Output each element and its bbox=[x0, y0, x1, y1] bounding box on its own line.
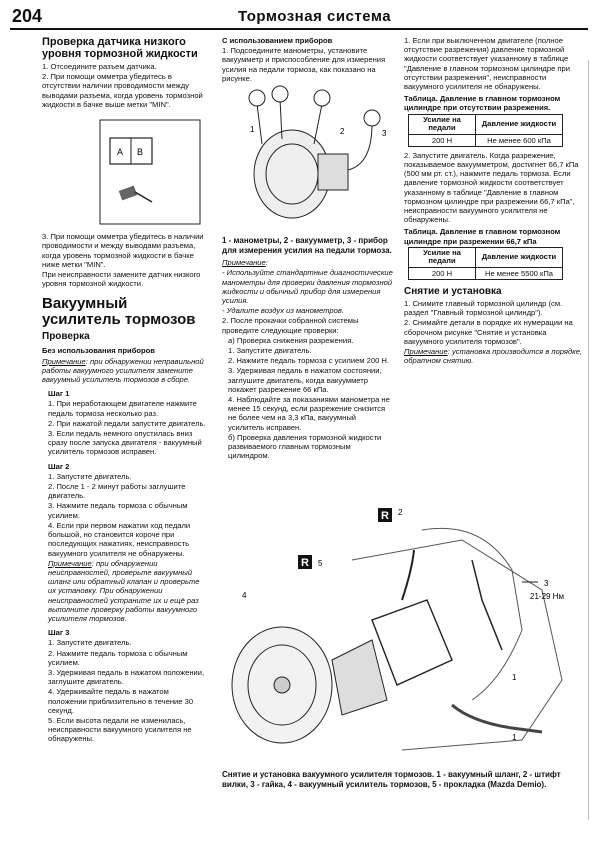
note-item: - Используйте стандартные диагностические манометры для проверки давления тормозной жидкости и обычный прибор для измерения усилия. bbox=[222, 268, 393, 306]
booster-assembly-figure bbox=[222, 500, 584, 762]
step-3-list bbox=[42, 638, 206, 743]
list-item: 3. Если педаль немного опустилась вниз сразу после запуска двигателя - вакуумный усилитель тормозов исправен. bbox=[48, 429, 202, 457]
list-item: 5. Если высота педали не изменилась, неисправности вакуумного усилителя не обнаружены. bbox=[48, 715, 192, 744]
list-item: 1. При неработающем двигателе нажмите педаль тормоза несколько раз. bbox=[48, 399, 197, 418]
paragraph: 2. Запустите двигатель. Когда разрежение, показываемое вакуумметром, достигнет 66,7 кПа (500 мм рт. ст.), нажмите педаль тормоза. Если давление тормозной жидкости соответствует указанному в таблице "Давление в главном тормозном цилиндре при разрежении 66,7 кПа", неисправности вакуумного усилителя не обнаружены. bbox=[404, 150, 579, 225]
section-title: Тормозная система bbox=[238, 8, 392, 25]
list-item: 4. Если при первом нажатии ход педали большой, но становится короче при последующих нажатиях, неисправность вакуумного усилителя не обнаружены. bbox=[48, 520, 191, 558]
paragraph: 2. После прокачки собранной системы проведите следующие проверки: bbox=[222, 316, 359, 335]
header-rule bbox=[10, 28, 588, 30]
table-cell: Не менее 600 кПа bbox=[476, 134, 563, 146]
figure-label-1: 1 bbox=[512, 673, 517, 682]
paragraph: б) Проверка давления тормозной жидкости развиваемого главным тормозным цилиндром. bbox=[228, 432, 382, 461]
list-item: 4. Наблюдайте за показаниями манометра не менее 15 секунд, если разрежение снизится не более чем на 3,3 кПа, вакуумный усилитель исправен. bbox=[228, 395, 390, 432]
manometer-icon bbox=[249, 86, 380, 126]
step-2-title: Шаг 2 bbox=[48, 461, 70, 471]
list-item: 1. Запустите двигатель. bbox=[48, 638, 132, 648]
svg-text:R: R bbox=[301, 557, 309, 569]
with-instruments-title: С использованием приборов bbox=[222, 36, 333, 45]
figure-label-4: 4 bbox=[242, 591, 247, 600]
list-item: 4. Удерживайте педаль в нажатом положении приблизительно в течение 30 секунд. bbox=[48, 687, 194, 715]
table-header: Усилие на педали bbox=[409, 247, 476, 267]
check-a-list bbox=[222, 346, 394, 432]
figure-label-1: 1 bbox=[250, 125, 255, 135]
pressure-table-2 bbox=[408, 247, 563, 280]
table-2-title: Таблица. Давление в главном тормозном цилиндре при разрежении 66,7 кПа bbox=[404, 227, 561, 246]
figure-label-3: 3 bbox=[544, 579, 549, 588]
list-item: 2. Нажмите педаль тормоза с усилием 200 Н. bbox=[228, 356, 390, 366]
connector-pin-a: A bbox=[117, 147, 124, 158]
figure-label-2: 2 bbox=[340, 127, 345, 137]
step-2-list bbox=[42, 472, 206, 623]
booster-drawing bbox=[254, 99, 372, 218]
connector-pin-b: B bbox=[137, 147, 144, 158]
column-middle: С использованием приборов 1. Подсоедините манометры, установите вакуумметр и приспособление для измерения усилия на педали тормоза, как показано на рисунке. 1 2 3 1 - манометры, 2 - вакуумметр, 3 - прибор для измерения усилия на педали тормоза. Примечание: - Используйте стандартные диагностические манометры для проверки давления тормозной жидкости и обычный прибор для измерения усилия. - Удалите воздух из манометров. 2. После прокачки собранной системы проведите следующие проверки: а) Проверка снижения разрежения. 1. Запустите двигатель. 2. Нажмите педаль тормоза с усилием 200 Н. 3. Удерживая педаль в нажатом состоянии, заглушите двигатель, когда вакуумметр покажет разрежение 66 кПа. 4. Наблюдайте за показаниями манометра не менее 15 секунд, если разрежение снизится не более чем на 3,3 кПа, вакуумный усилитель исправен. б) Проверка давления тормозной жидкости развиваемого главным тормозным цилиндром. bbox=[222, 36, 393, 461]
note-item: - Удалите воздух из манометров. bbox=[222, 306, 344, 316]
check-subtitle: Проверка bbox=[42, 331, 90, 343]
column-left bbox=[42, 36, 206, 745]
table-1-title: Таблица. Давление в главном тормозном цилиндре при отсутствии разрежения. bbox=[404, 94, 561, 113]
table-row bbox=[409, 267, 563, 279]
list-item: 1. Запустите двигатель. bbox=[48, 471, 132, 481]
svg-text:R: R bbox=[381, 510, 389, 522]
list-item: 2. При нажатой педали запустите двигатель. bbox=[48, 418, 206, 428]
assembly-figure-caption: Снятие и установка вакуумного усилителя тормозов. 1 - вакуумный шланг, 2 - штифт вилки, 3 - гайка, 4 - вакуумный усилитель тормозов, 5 - прокладка (Mazda Demio). bbox=[222, 770, 561, 789]
figure-caption: 1 - манометры, 2 - вакуумметр, 3 - прибор для измерения усилия на педали тормоза. bbox=[222, 236, 392, 255]
column-right bbox=[404, 36, 584, 366]
step-3-title: Шаг 3 bbox=[48, 628, 70, 638]
r-mark-icon bbox=[378, 508, 392, 522]
table-row bbox=[409, 134, 563, 146]
note-label: Примечание bbox=[222, 258, 266, 268]
figure-label-2: 2 bbox=[398, 508, 403, 517]
r-mark-icon bbox=[298, 555, 312, 569]
table-cell: 200 Н bbox=[409, 267, 476, 279]
paragraph: 2. Снимайте детали в порядке их нумерации на сборочном рисунке "Снятие и установка вакуумного усилителя тормозов". bbox=[404, 318, 573, 346]
step-1-title: Шаг 1 bbox=[48, 389, 70, 399]
ohmmeter-probe-icon bbox=[119, 186, 152, 202]
paragraph: а) Проверка снижения разрежения. bbox=[228, 335, 354, 345]
paragraph: 1. Снимите главный тормозной цилиндр (см. раздел "Главный тормозной цилиндр"). bbox=[404, 299, 563, 318]
paragraph: 2. При помощи омметра убедитесь в отсутствии наличии проводимости между выводами разъема, когда уровень тормозной жидкости в бачке выше метки "MIN". bbox=[42, 72, 203, 109]
note: Примечание: установка производится в порядке, обратном снятию. bbox=[404, 347, 583, 366]
figure-label-1: 1 bbox=[512, 733, 517, 742]
no-instruments-title: Без использования приборов bbox=[42, 346, 155, 356]
torque-label: 21-29 Нм bbox=[530, 592, 564, 601]
paragraph: 3. При помощи омметра убедитесь в наличии проводимости и между выводами разъема, когда уровень тормозной жидкости в бачке ниже метки "MIN". bbox=[42, 232, 204, 269]
paragraph: 1. Отсоедините разъем датчика. bbox=[42, 62, 157, 71]
pressure-table-1 bbox=[408, 114, 563, 147]
table-header: Усилие на педали bbox=[409, 114, 476, 134]
note: Примечание: при обнаружении неправильной работы вакуумного усилителя замените вакуумный усилитель тормозов в сборе. bbox=[42, 356, 204, 385]
figure-label-5: 5 bbox=[318, 559, 323, 568]
sensor-connector-figure bbox=[42, 110, 206, 230]
list-item: 3. Удерживая педаль в нажатом состоянии, заглушите двигатель, когда вакуумметр покажет разрежение 66 кПа. bbox=[228, 366, 382, 394]
paragraph: При неисправности замените датчик низкого уровня тормозной жидкости. bbox=[42, 270, 201, 289]
table-header: Давление жидкости bbox=[476, 247, 563, 267]
list-item: 3. Удерживая педаль в нажатом положении, заглушите двигатель. bbox=[48, 667, 205, 687]
figure-label-3: 3 bbox=[382, 129, 387, 139]
margin-rule bbox=[588, 60, 589, 820]
removal-section-title: Снятие и установка bbox=[404, 286, 502, 298]
table-cell: 200 Н bbox=[409, 134, 476, 146]
note: Примечание: при обнаружении неисправностей, проверьте вакуумный шланг или обратный клапан и проверьте их установку. При обнаружении неисправностей устраните их и ещё раз выполните проверку работы вакуумного усилителя тормозов. bbox=[48, 558, 200, 623]
gauge-setup-figure bbox=[222, 84, 394, 234]
table-header: Давление жидкости bbox=[476, 114, 563, 134]
paragraph: 1. Подсоедините манометры, установите вакуумметр и приспособление для измерения усилия на педали тормоза, как показано на рисунке. bbox=[222, 46, 386, 83]
paragraph: 1. Если при выключенном двигателе (полное отсутствие разрежения) давление тормозной жидкости соответствует указанному в таблице "Давление в главном тормозном цилиндре при отсутствии разрежения", неисправности вакуумного усилителя не обнаружены. bbox=[404, 36, 570, 92]
sensor-section-title: Проверка датчика низкого уровня тормозной жидкости bbox=[42, 36, 198, 60]
table-cell: Не менее 5500 кПа bbox=[476, 267, 563, 279]
page-number: 204 bbox=[12, 6, 43, 26]
list-item: 3. Нажмите педаль тормоза с обычным усилием. bbox=[48, 501, 188, 520]
list-item: 2. После 1 - 2 минут работы заглушите двигатель. bbox=[48, 482, 186, 501]
list-item: 1. Запустите двигатель. bbox=[228, 346, 312, 356]
booster-section-title: Вакуумный усилитель тормозов bbox=[42, 295, 196, 329]
step-1-list bbox=[42, 399, 206, 456]
list-item: 2. Нажмите педаль тормоза с обычным усилием. bbox=[48, 648, 188, 667]
